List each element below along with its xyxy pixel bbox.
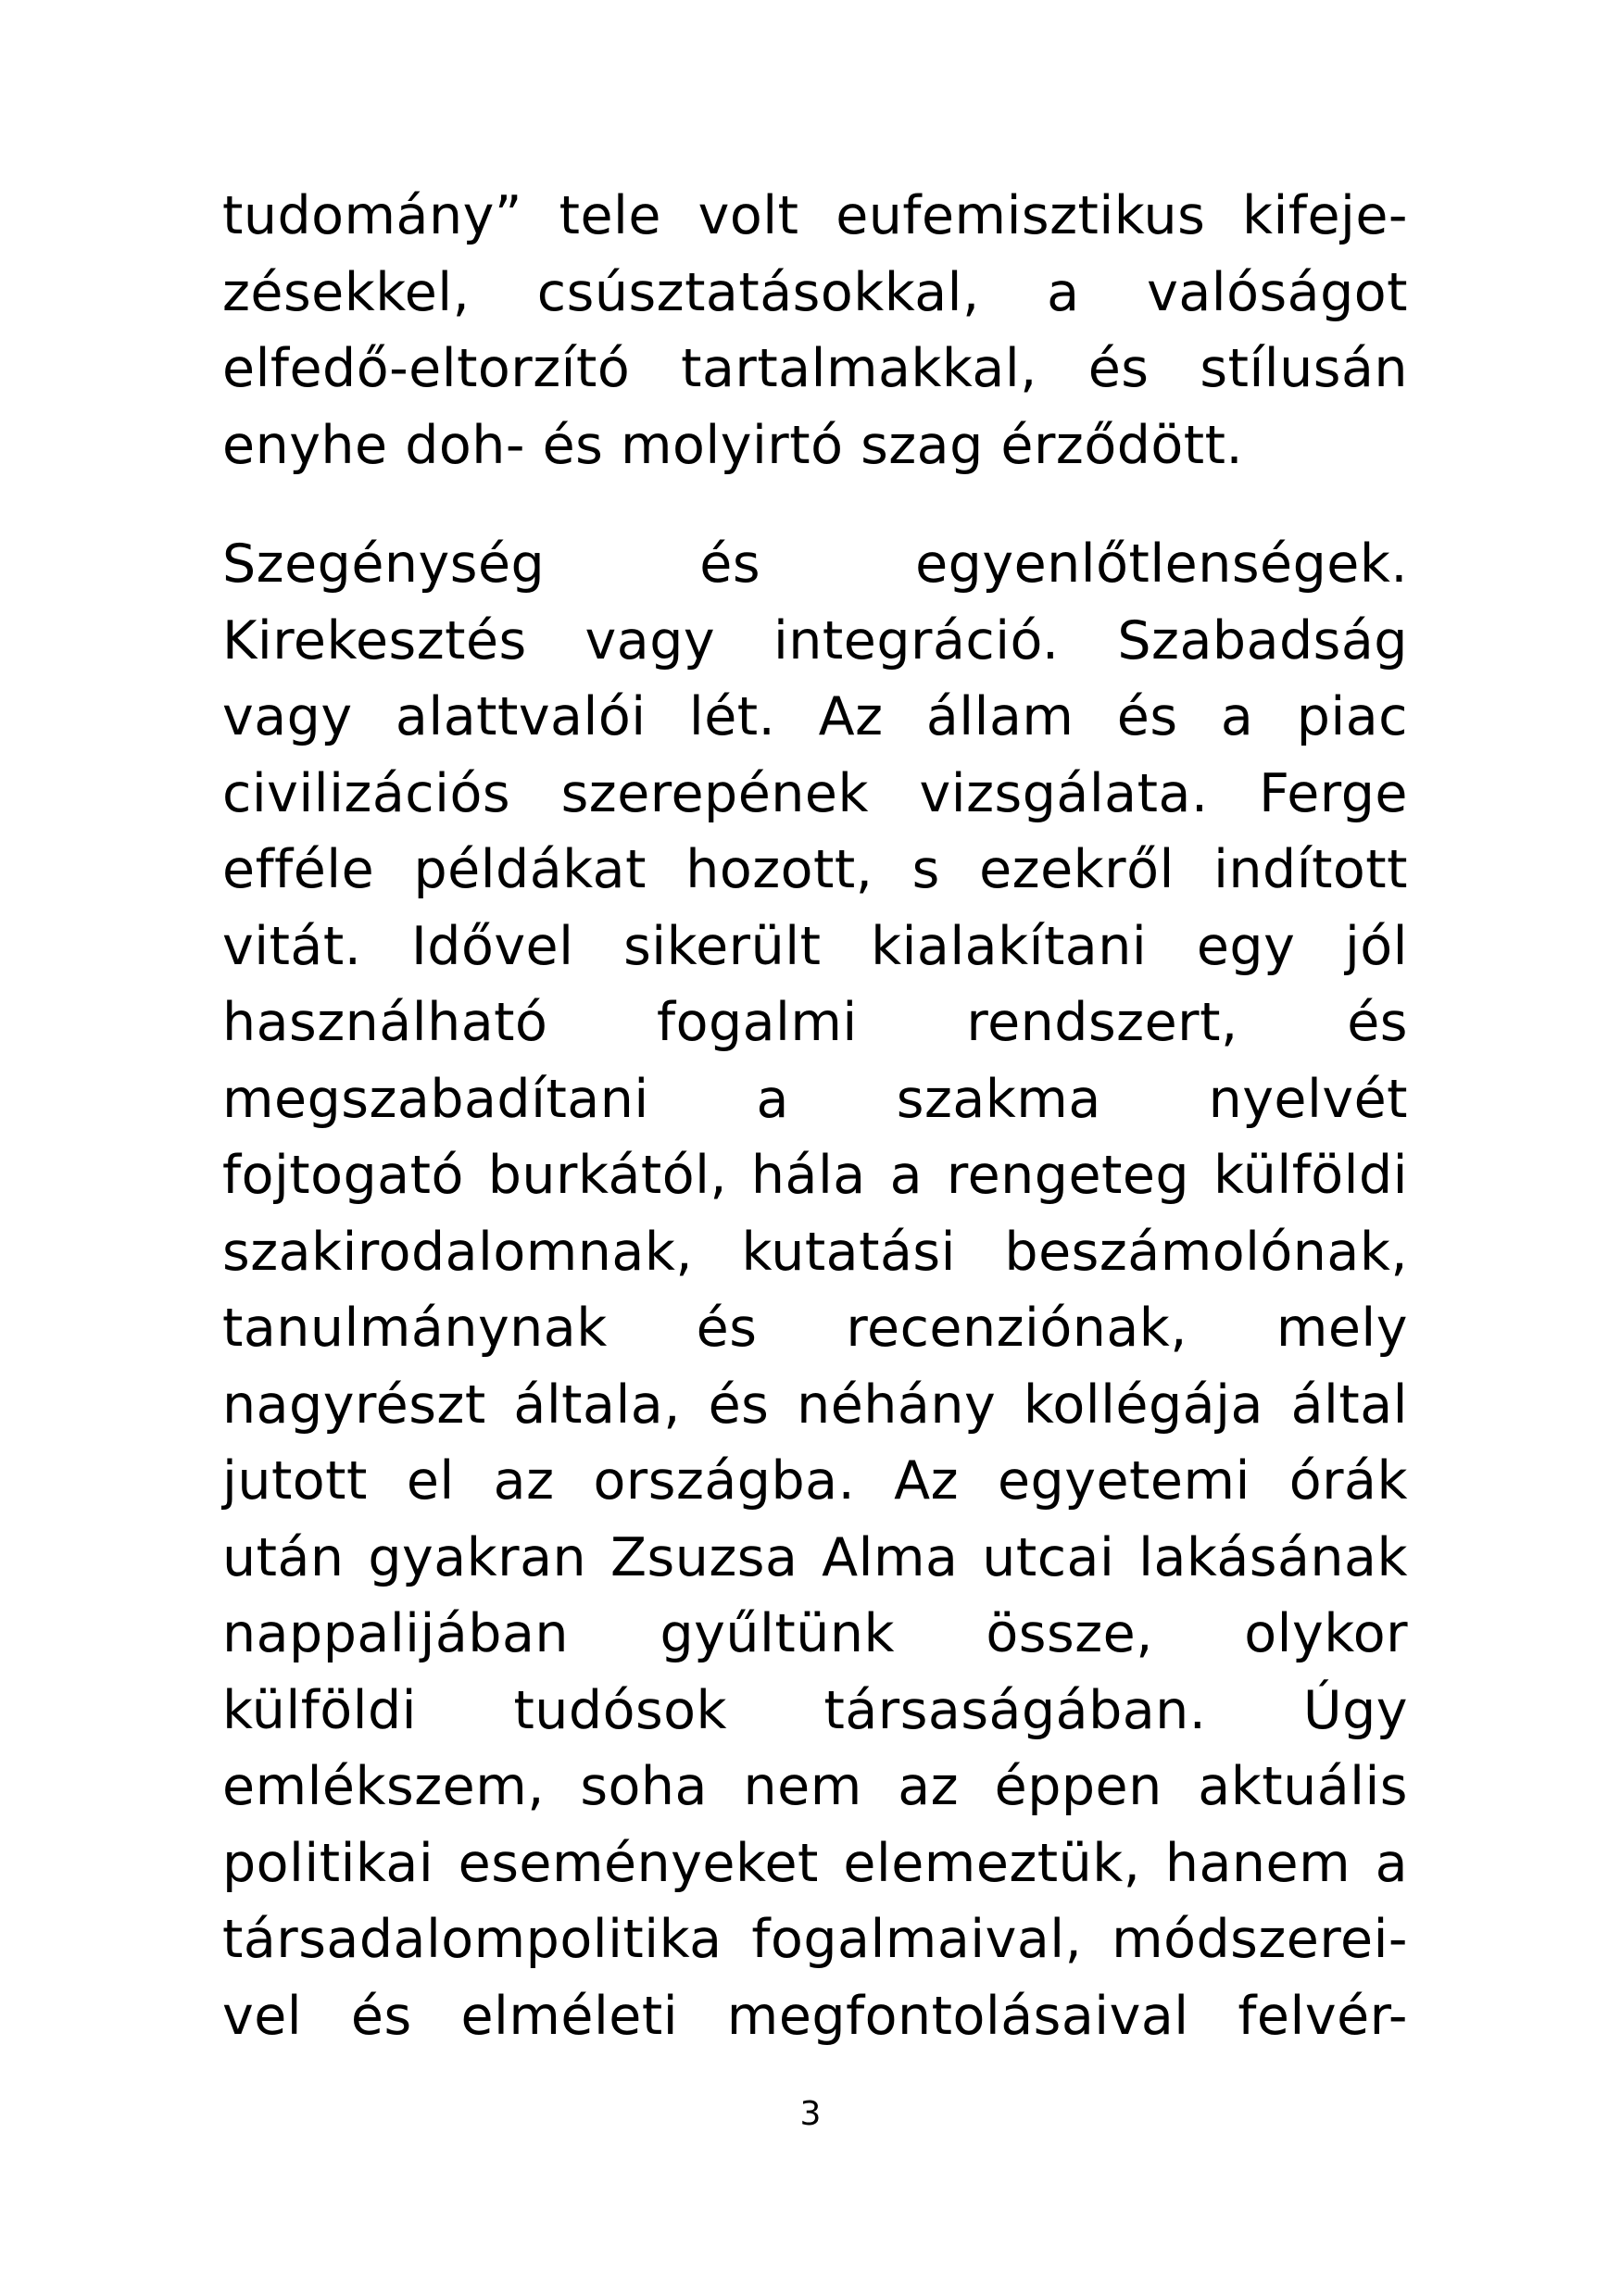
text-line: megszabadítani a szakma nyelvét (222, 1068, 1408, 1130)
text-line: után gyakran Zsuzsa Alma utcai lakásának (222, 1526, 1408, 1588)
text-line: tudomány” tele volt eufemisztikus kifeje- (222, 185, 1408, 246)
text-line: nagyrészt általa, és néhány kollégája által (222, 1374, 1408, 1436)
text-line: Szegénység és egyenlőtlenségek. (222, 533, 1408, 595)
text-line: szakirodalomnak, kutatási beszámolónak, (222, 1221, 1408, 1283)
paragraph-2 (222, 526, 1408, 2054)
text-line: Kirekesztés vagy integráció. Szabadság (222, 609, 1408, 671)
page-number: 3 (799, 2095, 822, 2133)
text-line: vitát. Idővel sikerült kialakítani egy jól (222, 915, 1408, 977)
text-line: emlékszem, soha nem az éppen aktuális (222, 1756, 1408, 1817)
text-line: civilizációs szerepének vizsgálata. Ferge (222, 762, 1408, 824)
paragraph-1 (222, 178, 1408, 483)
text-line: külföldi tudósok társaságában. Úgy (222, 1679, 1408, 1741)
text-line: társadalompolitika fogalmaival, módszerei- (222, 1909, 1408, 1970)
text-line: tanulmánynak és recenziónak, mely (222, 1298, 1408, 1359)
text-line: vagy alattvalói lét. Az állam és a piac (222, 686, 1408, 747)
text-line: politikai eseményeket elemeztük, hanem a (222, 1832, 1408, 1894)
text-line: zésekkel, csúsztatásokkal, a valóságot (222, 261, 1408, 323)
text-line: fojtogató burkától, hála a rengeteg külföldi (222, 1145, 1408, 1206)
text-line: elfedő-eltorzító tartalmakkal, és stílusán (222, 338, 1408, 399)
text-line: enyhe doh- és molyirtó szag érződött. (222, 414, 1244, 476)
text-line: használható fogalmi rendszert, és (222, 992, 1408, 1053)
text-line: jutott el az országba. Az egyetemi órák (222, 1450, 1408, 1512)
text-line: efféle példákat hozott, s ezekről indított (222, 839, 1408, 900)
text-line: vel és elméleti megfontolásaival felvér- (222, 1985, 1408, 2047)
text-line: nappalijában gyűltünk össze, olykor (222, 1603, 1408, 1664)
